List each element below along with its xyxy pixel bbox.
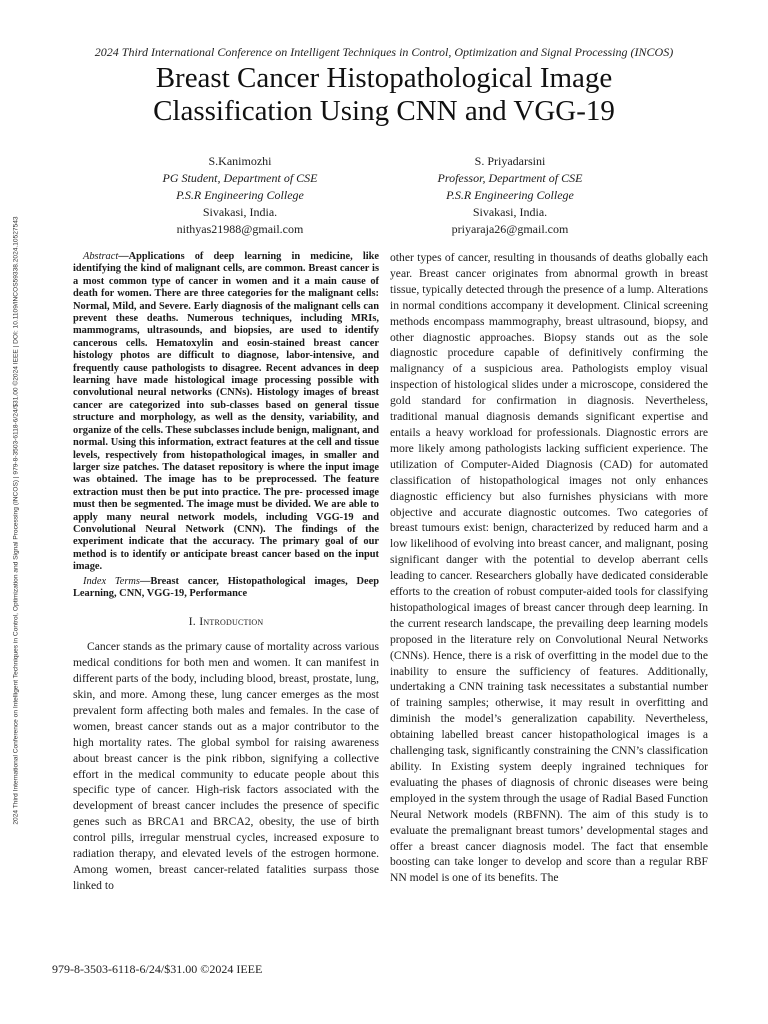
author-email[interactable]: priyaraja26@gmail.com [451, 222, 569, 236]
side-metadata-text: 2024 Third International Conference on Intelligent Techniques in Control, Optimization and Signal Processing (INCOS) | 979-8-3503-6118-6/24/$31.00 ©2024 IEEE | DOI: 10.1109/INCOS59338.2024.10527543 [12, 215, 20, 825]
author-org: P.S.R Engineering College [176, 188, 304, 202]
abstract-lead: Abstract [83, 251, 119, 262]
index-terms [73, 576, 379, 601]
index-terms-text: —Breast cancer, Histopathological images, Deep Learning, CNN, VGG-19, Performance [73, 575, 380, 599]
title-line-1: Breast Cancer Histopathological Image [155, 62, 613, 94]
section-number: I. [188, 614, 200, 629]
abstract-text: —Applications of deep learning in medicine, like identifying the kind of malignant cells, are common. Breast cancer is a most common type of cancer in women and it a main cause of death for women. There are three categories for the malignant cells: Normal, Mild, and Severe. Early diagnosis of the malignant cells can prevent these deaths. Numerous techniques, including MRIs, mammograms, ultrasounds, and biopsies, are used to identify cancerous cells. Hematoxylin and eosin-stained breast cancer histology photos are difficult to diagnose, labor-intensive, and frequently cause pathologists to disagree. Recent advances in deep learning have made histological image processing possible with convolutional neural networks (CNNs). Histology images of breast cancer are categorized into sub-classes based on general tissue structure and morphology, as well as the density, variability, and organize of the cells. These subclasses include benign, malignant, and normal. Using this information, extract features at the cell and tissue levels, respectively from histopathological images, in smaller and larger size patches. The dataset repository is where the input image was obtained. The image has to be preprocessed. The feature extraction must then be put into practice. The pre- processed image must then be segmented. The image must be divided. We are able to apply many neural network models, including VGG-19 and Convolutional Neural Network (CNN). The findings of the experiment indicate that the accuracy. The primary goal of our method is to identify or anticipate breast cancer based on the input image. [73, 251, 379, 573]
side-metadata-strip [4, 80, 28, 960]
title-line-2: Classification Using CNN and VGG-19 [153, 95, 615, 127]
section-heading [73, 614, 379, 630]
right-column [390, 250, 708, 886]
author-role: Professor, Department of CSE [437, 171, 583, 185]
author-org: P.S.R Engineering College [446, 188, 574, 202]
author-location: Sivakasi, India. [472, 205, 548, 219]
author-name: S.Kanimozhi [208, 154, 272, 168]
author-name: S. Priyadarsini [474, 154, 546, 168]
conference-header: 2024 Third International Conference on Intelligent Techniques in Control, Optimization and Signal Processing (INCOS) [94, 45, 674, 59]
author-block-1 [110, 153, 370, 238]
section-title: Introduction [199, 614, 264, 629]
intro-paragraph-right: other types of cancer, resulting in thousands of deaths globally each year. Breast cancer originates from abnormal growth in breast tissue, typically detected through the presence of a lump. Alterations in normal conditions accompany it development. Clinical screening methods encompass mammography, breast ultrasound, biopsy, and other diagnostic approaches. Biopsy stands out as the sole diagnostic procedure capable of definitively confirming the malignancy of a suspicious area. Pathologists employ visual inspection of histological slides under a microscope, considered the gold standard for confirmation in diagnosis. Nevertheless, traditional manual diagnosis demands significant expertise and entails a heavy workload for professionals. Diagnostic errors are more likely among pathologists lacking sufficient experience. The utilization of Computer-Aided Diagnosis (CAD) for automated classification of histopathological images not only enhances diagnostic efficiency but also furnishes physicians with more objective and accurate diagnostic outcomes. Two categories of breast tumours exist: benign, characterized by reduced harm and a low likelihood of evolving into breast cancer, and malignant, posing significant danger with the potential to develop aberrant cells leading to cancer. Researchers globally have dedicated considerable efforts to the creation of robust computer-aided tools for classifying histopathological images of breast cancer through deep learning. In the current research landscape, the prevailing deep learning models proposed in the literature rely on Convolutional Neural Networks (CNNs). Hence, there is a risk of overfitting in the model due to the inability to ensure the sufficiency of features. Additionally, undertaking a CNN training task necessitates a substantial number of training samples; otherwise, it may result in overfitting and diminish the model’s generalization capability. Nevertheless, obtaining labelled breast cancer histopathological images is a challenging task, significantly constraining the CNN’s classification ability. In Existing system deeply ingrained techniques for evaluating the phases of diagnosis of chronic diseases were being employed in the system through the usage of Radial Based Function Neural Network models (RBFNN). The aim of this study is to evaluate the premalignant breast tumors’ developmental stages and offer a breast cancer diagnosis model. The fact that ensemble boosting can take longer to develop and score than a regular RBF NN model is one of its benefits. The [390, 251, 708, 885]
author-block-2 [380, 153, 640, 238]
author-location: Sivakasi, India. [202, 205, 278, 219]
intro-paragraph-left: Cancer stands as the primary cause of mortality across various medical conditions for both men and women. It can manifest in different parts of the body, including blood, breast, prostate, lung, skin, and more. Among these, lung cancer emerges as the most prevalent form affecting both males and females. In the case of women, breast cancer stands out as a major contributor to the high mortality rates. The global symbol for raising awareness about breast cancer is the pink ribbon, signifying a collective effort in the medical community to educate people about this specific type of cancer. High-risk factors associated with the development of breast cancer includes the presence of specific genes such as BRCA1 and BRCA2, obesity, the use of birth control pills, irregular menstrual cycles, increased exposure to radiation therapy, and elevated levels of the estrogen hormone. Among women, breast cancer-related fatalities surpass those linked to [73, 640, 379, 892]
paper-title [60, 62, 708, 128]
index-terms-lead: Index Terms [83, 575, 140, 587]
left-column [73, 251, 379, 894]
abstract [73, 251, 379, 574]
footer-copyright: 979-8-3503-6118-6/24/$31.00 ©2024 IEEE [52, 962, 263, 976]
author-role: PG Student, Department of CSE [162, 171, 318, 185]
author-email[interactable]: nithyas21988@gmail.com [176, 222, 304, 236]
